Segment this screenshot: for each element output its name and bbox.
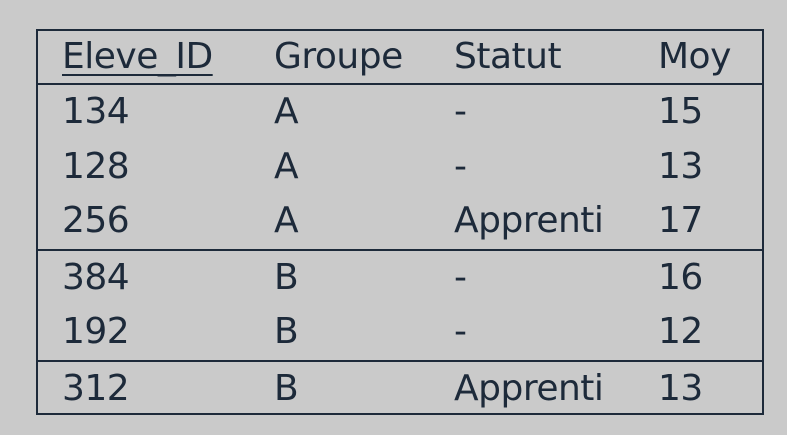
cell-groupe: B bbox=[274, 311, 299, 353]
cell-groupe: A bbox=[274, 145, 299, 187]
cell-eleve-id: 312 bbox=[62, 367, 130, 409]
cell-statut: - bbox=[454, 256, 467, 298]
cell-moy: 17 bbox=[658, 200, 703, 242]
cell-moy: 13 bbox=[658, 367, 703, 409]
cell-statut: Apprenti bbox=[454, 367, 604, 409]
cell-statut: - bbox=[454, 145, 467, 187]
cell-statut: - bbox=[454, 311, 467, 353]
table-row bbox=[38, 140, 762, 195]
table-row bbox=[38, 250, 762, 306]
cell-statut: Apprenti bbox=[454, 200, 604, 242]
cell-eleve-id: 384 bbox=[62, 256, 130, 298]
cell-statut: - bbox=[454, 91, 467, 133]
header-groupe: Groupe bbox=[274, 36, 403, 77]
data-table bbox=[36, 29, 764, 415]
table-row bbox=[38, 84, 762, 140]
cell-eleve-id: 134 bbox=[62, 91, 130, 133]
cell-moy: 15 bbox=[658, 91, 703, 133]
cell-groupe: A bbox=[274, 200, 299, 242]
cell-moy: 13 bbox=[658, 145, 703, 187]
cell-groupe: B bbox=[274, 367, 299, 409]
table-row bbox=[38, 194, 762, 250]
cell-eleve-id: 256 bbox=[62, 200, 130, 242]
cell-eleve-id: 128 bbox=[62, 145, 130, 187]
table-row bbox=[38, 361, 762, 417]
header-eleve-id: Eleve_ID bbox=[62, 36, 213, 77]
cell-groupe: B bbox=[274, 256, 299, 298]
header-moy: Moy bbox=[658, 36, 731, 77]
cell-eleve-id: 192 bbox=[62, 311, 130, 353]
header-statut: Statut bbox=[454, 36, 562, 77]
cell-moy: 12 bbox=[658, 311, 703, 353]
students-table bbox=[38, 31, 762, 416]
table-row bbox=[38, 305, 762, 361]
table-header-row bbox=[38, 31, 762, 84]
cell-groupe: A bbox=[274, 91, 299, 133]
cell-moy: 16 bbox=[658, 256, 703, 298]
